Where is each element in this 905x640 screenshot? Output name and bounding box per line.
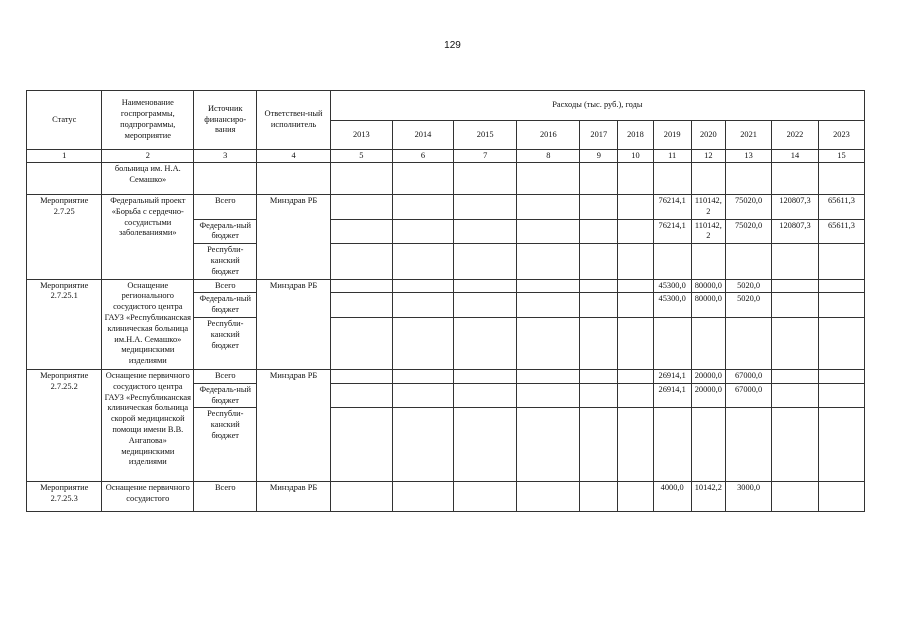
- value-2021: 5020,0: [726, 279, 772, 293]
- column-number: 10: [618, 150, 654, 163]
- column-number: 8: [517, 150, 580, 163]
- header-year: 2015: [454, 121, 517, 150]
- header-source: Источник финансиро-вания: [194, 91, 257, 150]
- value-2019: 4000,0: [653, 482, 691, 512]
- measure-status: Мероприятие 2.7.25: [27, 195, 102, 280]
- value-2021: 75020,0: [726, 195, 772, 220]
- value-2021: 5020,0: [726, 293, 772, 318]
- header-executor: Ответствен-ный исполнитель: [257, 91, 330, 150]
- value-2019: 76214,1: [653, 219, 691, 244]
- value-2020: 80000,0: [691, 279, 726, 293]
- column-number: 2: [102, 150, 194, 163]
- funding-source: Всего: [194, 482, 257, 512]
- header-year: 2023: [818, 121, 864, 150]
- table-row: [27, 279, 865, 293]
- value-2019: 45300,0: [653, 293, 691, 318]
- value-2019: 76214,1: [653, 195, 691, 220]
- value-2023: [818, 383, 864, 408]
- budget-table: [26, 90, 865, 512]
- header-year: 2014: [392, 121, 453, 150]
- funding-source: Федераль-ный бюджет: [194, 219, 257, 244]
- measure-status: Мероприятие 2.7.25.3: [27, 482, 102, 512]
- value-2021: 67000,0: [726, 383, 772, 408]
- header-year: 2017: [580, 121, 618, 150]
- value-2021: 3000,0: [726, 482, 772, 512]
- value-2022: [772, 293, 819, 318]
- value-2022: [772, 369, 819, 383]
- header-year: 2013: [330, 121, 392, 150]
- table-row: [27, 369, 865, 383]
- funding-source: Республи-канский бюджет: [194, 408, 257, 482]
- table-row: [27, 482, 865, 512]
- table-row: [27, 195, 865, 220]
- measure-name: Оснащение первичного сосудистого центра ГАУЗ «Республиканская клиническая больница скорой медицинской помощи имени В.В. Ангапова» медицинскими изделиями: [102, 369, 194, 481]
- value-2019: 26914,1: [653, 369, 691, 383]
- measure-name: больница им. Н.А. Семашко»: [102, 163, 194, 195]
- value-2021: 67000,0: [726, 369, 772, 383]
- value-2022: 120807,3: [772, 195, 819, 220]
- executor: Минздрав РБ: [257, 482, 330, 512]
- value-2023: [818, 293, 864, 318]
- value-2023: [818, 279, 864, 293]
- value-2022: [772, 383, 819, 408]
- measure-name: Оснащение первичного сосудистого: [102, 482, 194, 512]
- column-number: 15: [818, 150, 864, 163]
- column-number: 3: [194, 150, 257, 163]
- header-year: 2020: [691, 121, 726, 150]
- header-year: 2022: [772, 121, 819, 150]
- column-number: 4: [257, 150, 330, 163]
- header-status: Статус: [27, 91, 102, 150]
- column-number: 12: [691, 150, 726, 163]
- value-2023: [818, 482, 864, 512]
- column-number: 1: [27, 150, 102, 163]
- column-number: 9: [580, 150, 618, 163]
- column-number: 11: [653, 150, 691, 163]
- value-2021: 75020,0: [726, 219, 772, 244]
- column-number: 7: [454, 150, 517, 163]
- value-2020: 110142,2: [691, 195, 726, 220]
- funding-source: Всего: [194, 279, 257, 293]
- value-2022: [772, 279, 819, 293]
- table-row: [27, 163, 865, 195]
- funding-source: Республи-канский бюджет: [194, 244, 257, 279]
- funding-source: Всего: [194, 195, 257, 220]
- header-year: 2019: [653, 121, 691, 150]
- header-year: 2021: [726, 121, 772, 150]
- value-2020: 20000,0: [691, 369, 726, 383]
- value-2023: 65611,3: [818, 219, 864, 244]
- value-2023: 65611,3: [818, 195, 864, 220]
- column-number: 13: [726, 150, 772, 163]
- value-2019: 26914,1: [653, 383, 691, 408]
- header-year: 2018: [618, 121, 654, 150]
- funding-source: Федераль-ный бюджет: [194, 293, 257, 318]
- executor: Минздрав РБ: [257, 279, 330, 369]
- measure-name: Федеральный проект «Борьба с сердечно-сосудистыми заболеваниями»: [102, 195, 194, 280]
- funding-source: Республи-канский бюджет: [194, 317, 257, 369]
- value-2020: 10142,2: [691, 482, 726, 512]
- funding-source: Всего: [194, 369, 257, 383]
- column-number: 5: [330, 150, 392, 163]
- header-name: Наименование госпрограммы, подпрограммы, мероприятие: [102, 91, 194, 150]
- column-number: 14: [772, 150, 819, 163]
- executor: Минздрав РБ: [257, 369, 330, 481]
- measure-status: Мероприятие 2.7.25.2: [27, 369, 102, 481]
- executor: Минздрав РБ: [257, 195, 330, 280]
- page-number: 129: [444, 40, 461, 51]
- value-2020: 80000,0: [691, 293, 726, 318]
- value-2019: 45300,0: [653, 279, 691, 293]
- value-2020: 110142,2: [691, 219, 726, 244]
- value-2022: 120807,3: [772, 219, 819, 244]
- column-number: 6: [392, 150, 453, 163]
- funding-source: Федераль-ный бюджет: [194, 383, 257, 408]
- header-year: 2016: [517, 121, 580, 150]
- measure-name: Оснащение регионального сосудистого центра ГАУЗ «Республиканская клиническая больница им.Н.А. Семашко» медицинскими изделиями: [102, 279, 194, 369]
- value-2023: [818, 369, 864, 383]
- value-2020: 20000,0: [691, 383, 726, 408]
- measure-status: Мероприятие 2.7.25.1: [27, 279, 102, 369]
- header-expenses: Расходы (тыс. руб.), годы: [330, 91, 864, 121]
- value-2022: [772, 482, 819, 512]
